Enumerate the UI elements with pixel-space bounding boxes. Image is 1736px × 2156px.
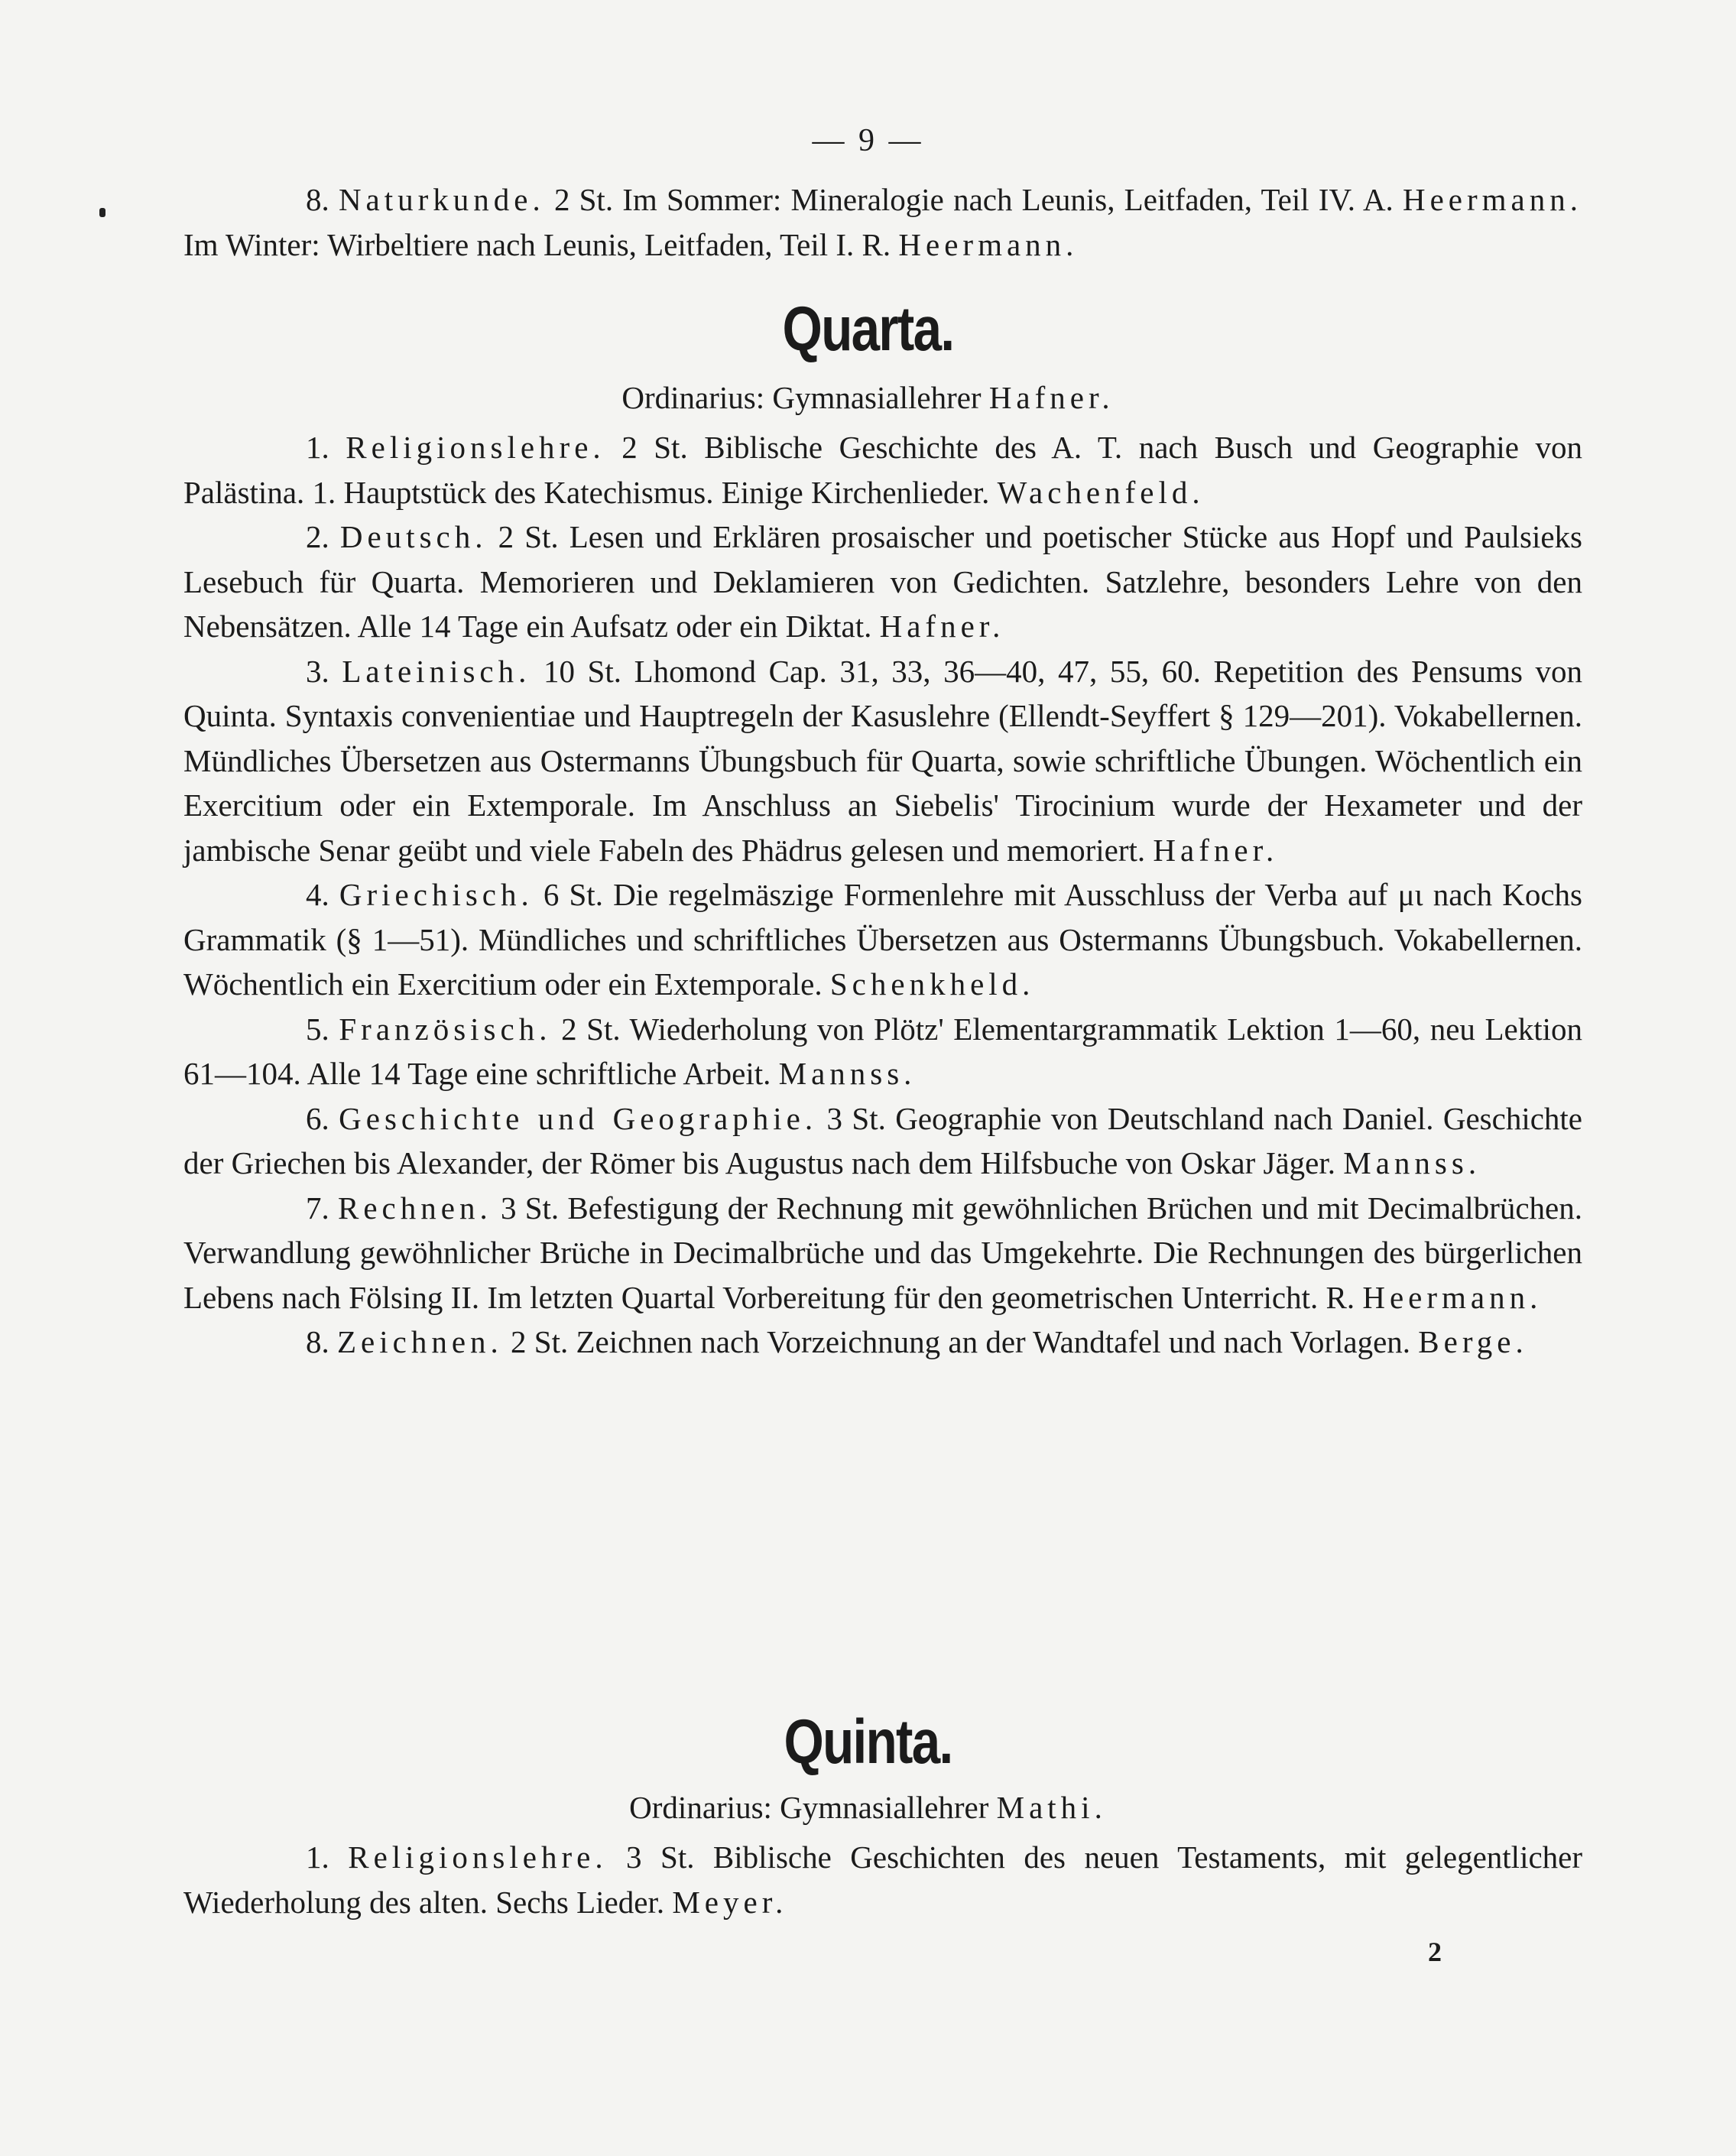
curriculum-item [183,1320,1582,1365]
subject-title: Lateinisch. [342,653,531,689]
ordinarius-name: Mathi. [996,1790,1107,1825]
subject-title: Französisch. [339,1011,552,1047]
teacher-name: Meyer. [672,1884,788,1920]
curriculum-item [183,1835,1582,1924]
item-number: 8. [306,182,329,217]
ordinarius-name: Hafner. [988,380,1115,415]
subject-title: Geschichte und Geographie. [339,1100,818,1136]
section-heading-quarta: Quarta. [782,294,954,364]
curriculum-item [183,1186,1582,1320]
quinta-curriculum [183,1835,1582,1924]
curriculum-item [183,1007,1582,1096]
item-number: 3. [306,653,329,689]
teacher-name: Heermann. [1362,1279,1543,1315]
item-number: 2. [306,519,329,554]
item-text: 2 St. Zeichnen nach Vorzeichnung an der Wandtafel und nach Vorlagen. [502,1324,1419,1359]
teacher-name: Schenkheld. [829,966,1035,1002]
item-text: 2 St. Wiederholung von Plötz' Elementargrammatik Lektion 1—60, neu Lektion 61—104. Alle 14 Tage eine schriftliche Arbeit. [183,1011,1583,1091]
item-text: 3 St. Befestigung der Rechnung mit gewöhnlichen Brüchen und mit Decimalbrüchen. Verwandlung gewöhnlicher Brüche in Decimalbrüche und das Umgekehrte. Die Rechnungen des bürgerlichen Lebens nach Fölsing II. Im letzten Quartal Vorbereitung für den geometrischen Unterricht. R. [183,1190,1582,1315]
item-text: 10 St. Lhomond Cap. 31, 33, 36—40, 47, 55, 60. Repetition des Pensums von Quinta. Syntaxis convenientiae und Hauptregeln der Kasuslehre (Ellendt-Seyffert § 129—201). Vokabellernen. Mündliches Übersetzen aus Ostermanns Übungsbuch für Quarta, sowie schriftliche Übungen. Wöchentlich ein Exercitium oder ein Extemporale. Im Anschluss an Siebelis' Tirocinium wurde der Hexameter und der jambische Senar geübt und viele Fabeln des Phädrus gelesen und memoriert. [183,653,1583,868]
naturkunde-paragraph [183,177,1582,267]
item-text: 3 St. Geographie von Deutschland nach Daniel. Geschichte der Griechen bis Alexander, der Römer bis Augustus nach dem Hilfsbuche von Oskar Jäger. [183,1100,1582,1180]
item-number: 1. [306,430,329,465]
item-number: 4. [306,877,329,912]
item-number: 6. [306,1100,329,1136]
item-number: 1. [306,1839,329,1875]
section-heading-quinta: Quinta. [784,1707,952,1777]
item-number: 7. [306,1190,329,1226]
page-number: — 9 — [812,123,924,158]
quarta-curriculum [183,425,1582,1365]
ordinarius-line [0,379,1736,416]
curriculum-item [183,515,1582,649]
teacher-name: Heermann. [898,226,1079,262]
teacher-name: Heermann. [1403,182,1582,217]
signature-mark: 2 [1428,1937,1442,1967]
curriculum-item [183,872,1582,1007]
curriculum-item [183,1096,1582,1186]
teacher-name: Hafner. [879,609,1005,644]
subject-title: Griechisch. [339,877,534,912]
item-text: 2 St. Biblische Geschichte des A. T. nach Busch und Geographie von Palästina. 1. Hauptstück des Katechismus. Einige Kirchenlieder. [183,430,1583,510]
margin-mark [99,208,105,217]
teacher-name: Wachenfeld. [997,474,1205,510]
curriculum-item [183,649,1582,873]
subject-title: Naturkunde. [338,182,545,217]
teacher-name: Berge. [1418,1324,1528,1359]
subject-title: Deutsch. [339,519,488,554]
item-text: Im Winter: Wirbeltiere nach Leunis, Leitfaden, Teil I. R. [183,226,899,262]
subject-title: Religionslehre. [348,1839,608,1875]
teacher-name: Mannss. [1343,1145,1481,1180]
item-number: 5. [306,1011,329,1047]
item-text: 3 St. Biblische Geschichten des neuen Testaments, mit gelegentlicher Wiederholung des alten. Sechs Lieder. [183,1839,1583,1920]
subject-title: Zeichnen. [337,1324,503,1359]
subject-title: Rechnen. [338,1190,492,1226]
item-text: 6 St. Die regelmäszige Formenlehre mit Ausschluss der Verba auf μι nach Kochs Grammatik (§ 1—51). Mündliches und schriftliches Übersetzen aus Ostermanns Übungsbuch. Vokabellernen. Wöchentlich ein Exercitium oder ein Extemporale. [183,877,1583,1002]
naturkunde-section [183,177,1582,267]
teacher-name: Mannss. [778,1056,917,1091]
teacher-name: Hafner. [1153,832,1279,868]
ordinarius-line [0,1789,1736,1826]
ordinarius-label: Ordinarius: Gymnasiallehrer [629,1790,997,1825]
ordinarius-label: Ordinarius: Gymnasiallehrer [621,380,989,415]
item-text: 2 St. Lesen und Erklären prosaischer und poetischer Stücke aus Hopf und Paulsieks Lesebuch für Quarta. Memorieren und Deklamieren von Gedichten. Satzlehre, besonders Lehre von den Nebensätzen. Alle 14 Tage ein Aufsatz oder ein Diktat. [183,519,1583,644]
curriculum-item [183,425,1582,515]
subject-title: Religionslehre. [346,430,605,465]
item-number: 8. [306,1324,329,1359]
item-text: 2 St. Im Sommer: Mineralogie nach Leunis, Leitfaden, Teil IV. A. [544,182,1403,217]
